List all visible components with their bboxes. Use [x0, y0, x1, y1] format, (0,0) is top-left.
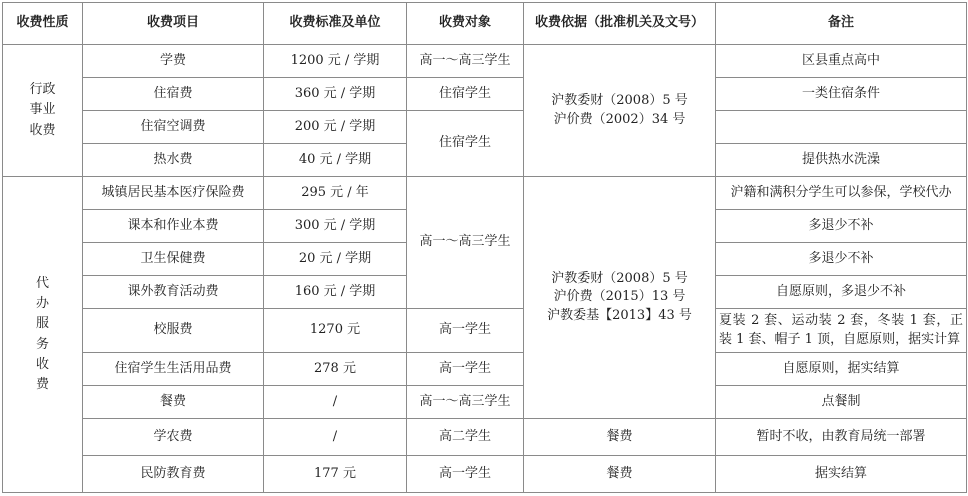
fee-note: 一类住宿条件 [716, 78, 967, 111]
fee-item: 住宿学生生活用品费 [83, 353, 264, 386]
fee-target: 高一学生 [407, 456, 524, 493]
table-row [3, 45, 967, 78]
fee-basis-meal: 餐费 [524, 456, 716, 493]
category-admin: 行政 事业 收费 [3, 45, 83, 177]
fee-target: 高一学生 [407, 309, 524, 353]
fee-target: 高一学生 [407, 353, 524, 386]
fee-basis-meal: 餐费 [524, 419, 716, 456]
fee-standard: 20 元 / 学期 [264, 243, 407, 276]
fee-target: 住宿学生 [407, 111, 524, 177]
fee-target: 高一～高三学生 [407, 45, 524, 78]
fee-item: 卫生保健费 [83, 243, 264, 276]
header-fee-basis: 收费依据（批准机关及文号） [524, 3, 716, 45]
fee-item: 城镇居民基本医疗保险费 [83, 177, 264, 210]
header-fee-nature: 收费性质 [3, 3, 83, 45]
fee-basis-agency: 沪教委财（2008）5 号 沪价费（2015）13 号 沪教委基【2013】43 号 [524, 177, 716, 419]
header-fee-target: 收费对象 [407, 3, 524, 45]
fee-note: 点餐制 [716, 386, 967, 419]
fee-item: 住宿空调费 [83, 111, 264, 144]
header-remarks: 备注 [716, 3, 967, 45]
fee-item: 住宿费 [83, 78, 264, 111]
fee-item: 学农费 [83, 419, 264, 456]
fee-note: 区县重点高中 [716, 45, 967, 78]
fee-standard: 1270 元 [264, 309, 407, 353]
fee-note: 自愿原则，据实结算 [716, 353, 967, 386]
table-row [3, 111, 967, 144]
fee-table [2, 2, 967, 493]
table-row [3, 456, 967, 493]
fee-target: 高一～高三学生 [407, 177, 524, 309]
fee-note: 自愿原则，多退少不补 [716, 276, 967, 309]
fee-item: 热水费 [83, 144, 264, 177]
fee-item: 校服费 [83, 309, 264, 353]
fee-standard: 360 元 / 学期 [264, 78, 407, 111]
table-row [3, 309, 967, 353]
table-row [3, 353, 967, 386]
table-row [3, 78, 967, 111]
fee-note: 暂时不收，由教育局统一部署 [716, 419, 967, 456]
fee-standard: 200 元 / 学期 [264, 111, 407, 144]
fee-note: 沪籍和满积分学生可以参保，学校代办 [716, 177, 967, 210]
table-row [3, 386, 967, 419]
header-fee-item: 收费项目 [83, 3, 264, 45]
fee-standard: 1200 元 / 学期 [264, 45, 407, 78]
fee-standard: 278 元 [264, 353, 407, 386]
fee-item: 学费 [83, 45, 264, 78]
fee-item: 民防教育费 [83, 456, 264, 493]
fee-item: 课外教育活动费 [83, 276, 264, 309]
fee-standard: / [264, 386, 407, 419]
fee-standard: 300 元 / 学期 [264, 210, 407, 243]
fee-item: 餐费 [83, 386, 264, 419]
fee-note: 据实结算 [716, 456, 967, 493]
fee-note: 多退少不补 [716, 243, 967, 276]
table-row [3, 177, 967, 210]
fee-basis-admin: 沪教委财（2008）5 号 沪价费（2002）34 号 [524, 45, 716, 177]
fee-standard: 160 元 / 学期 [264, 276, 407, 309]
fee-note: 夏装 2 套、运动装 2 套，冬装 1 套，正装 1 套、帽子 1 顶，自愿原则，据实计算 [716, 309, 967, 353]
fee-note: 多退少不补 [716, 210, 967, 243]
fee-standard: 295 元 / 年 [264, 177, 407, 210]
table-row [3, 419, 967, 456]
fee-target: 高二学生 [407, 419, 524, 456]
fee-target: 住宿学生 [407, 78, 524, 111]
header-fee-standard: 收费标准及单位 [264, 3, 407, 45]
fee-standard: 177 元 [264, 456, 407, 493]
fee-standard: / [264, 419, 407, 456]
category-agency: 代 办 服 务 收 费 [3, 177, 83, 493]
fee-note: 提供热水洗澡 [716, 144, 967, 177]
fee-item: 课本和作业本费 [83, 210, 264, 243]
fee-standard: 40 元 / 学期 [264, 144, 407, 177]
header-row [3, 3, 967, 45]
fee-note [716, 111, 967, 144]
fee-target: 高一～高三学生 [407, 386, 524, 419]
